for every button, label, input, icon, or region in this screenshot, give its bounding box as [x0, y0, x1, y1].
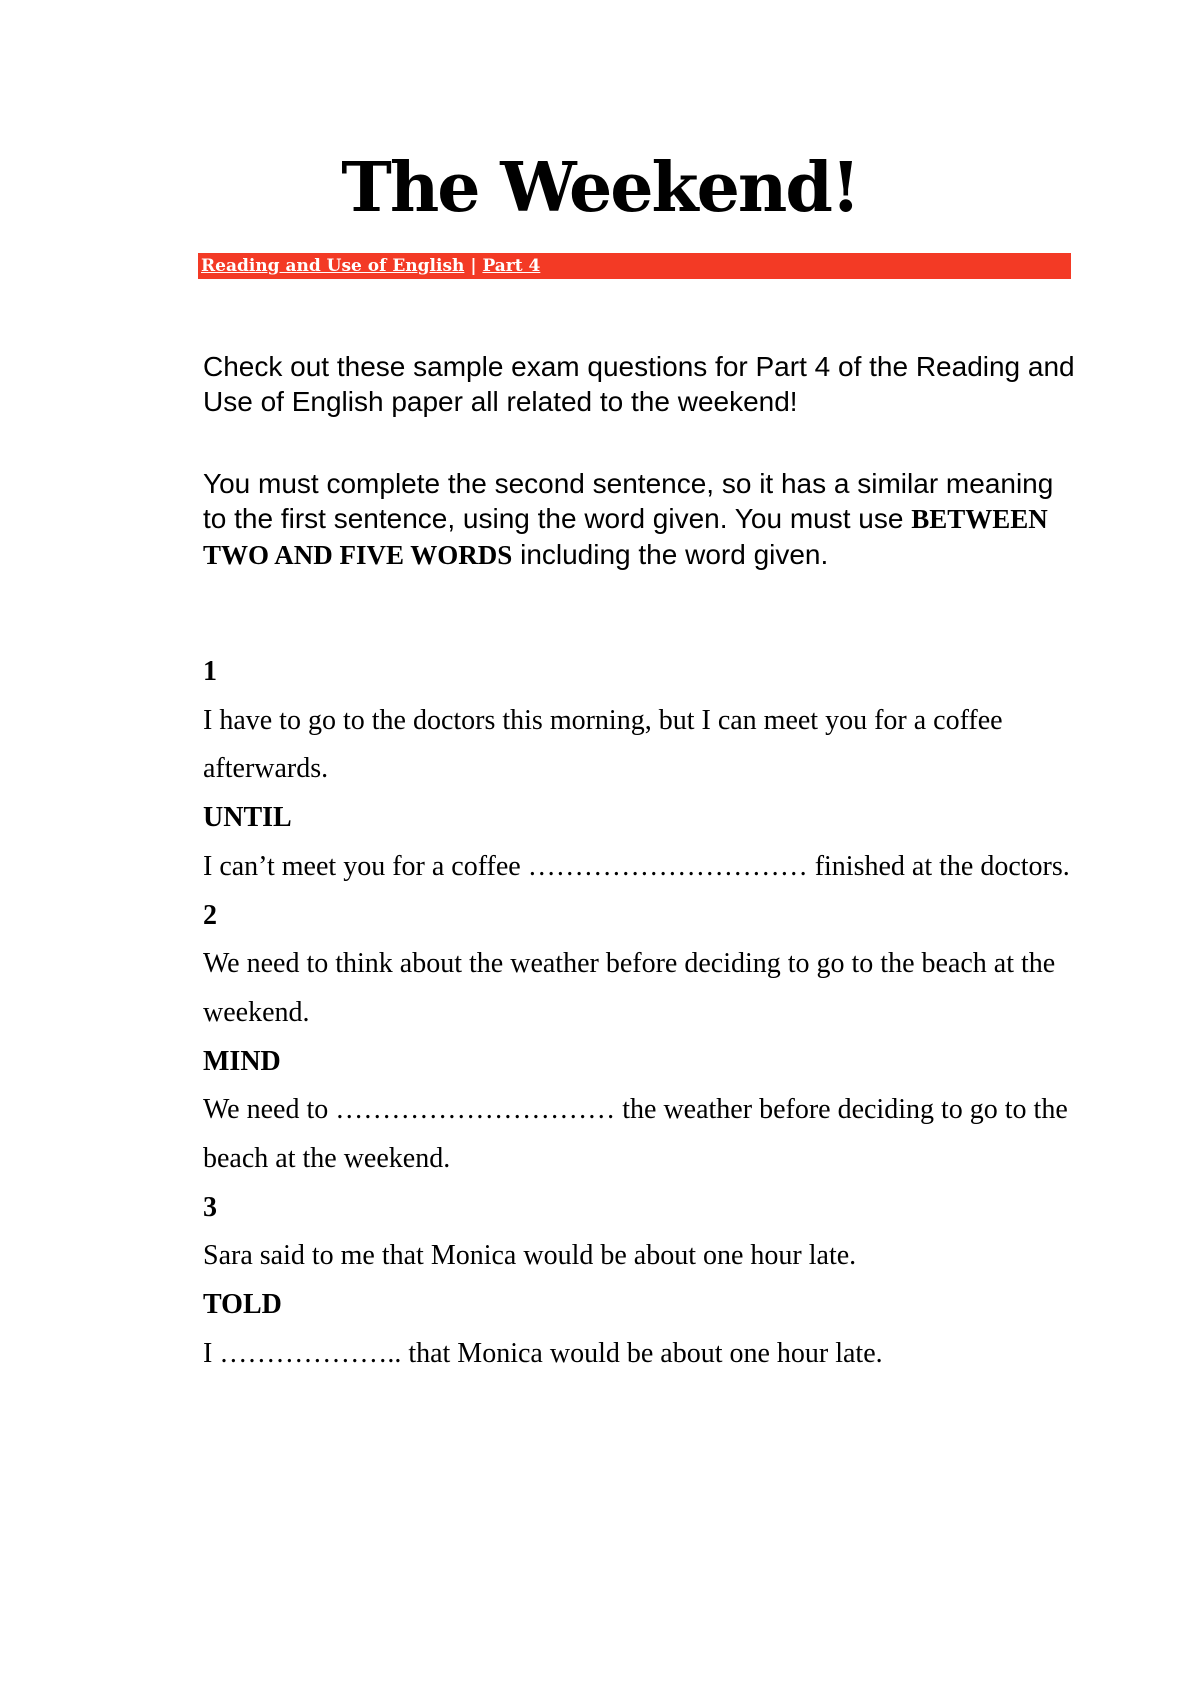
intro-paragraph-2 — [203, 466, 1083, 573]
question-keyword: UNTIL — [203, 802, 292, 834]
question-number: 2 — [203, 899, 217, 931]
instructions-text-end: including the word given. — [512, 539, 829, 570]
reading-use-of-english-link[interactable]: Reading and Use of English — [201, 256, 465, 276]
question-gapped-sentence: I ……………….. that Monica would be about one hour late. — [203, 1337, 883, 1369]
question-sentence: We need to think about the weather before deciding to go to the beach at the weekend. — [203, 948, 1056, 1028]
section-banner — [198, 253, 1071, 279]
question-gapped-sentence: We need to ………………………… the weather before deciding to go to the beach at the weekend. — [203, 1094, 1068, 1175]
question-keyword: TOLD — [203, 1289, 282, 1321]
question-sentence: I have to go to the doctors this morning, but I can meet you for a coffee afterwards. — [203, 704, 1003, 785]
question-keyword: MIND — [203, 1045, 281, 1077]
question-number: 1 — [203, 656, 217, 687]
part-4-link[interactable]: Part 4 — [482, 256, 541, 276]
question-number: 3 — [203, 1191, 217, 1223]
question-list — [203, 648, 1083, 1379]
banner-separator: | — [464, 256, 483, 276]
page-title: The Weekend! — [341, 148, 859, 228]
question-sentence: Sara said to me that Monica would be about one hour late. — [203, 1240, 857, 1272]
instructions-text: You must complete the second sentence, so it has a similar meaning to the first sentence, using the word given. You must use — [203, 468, 1054, 534]
word-limit-emphasis: BETWEEN TWO AND FIVE WORDS — [203, 504, 1048, 570]
intro-paragraph-1: Check out these sample exam questions for Part 4 of the Reading and Use of English paper all related to the weekend! — [203, 351, 1075, 417]
question-gapped-sentence: I can’t meet you for a coffee ………………………… finished at the doctors. — [203, 850, 1070, 882]
